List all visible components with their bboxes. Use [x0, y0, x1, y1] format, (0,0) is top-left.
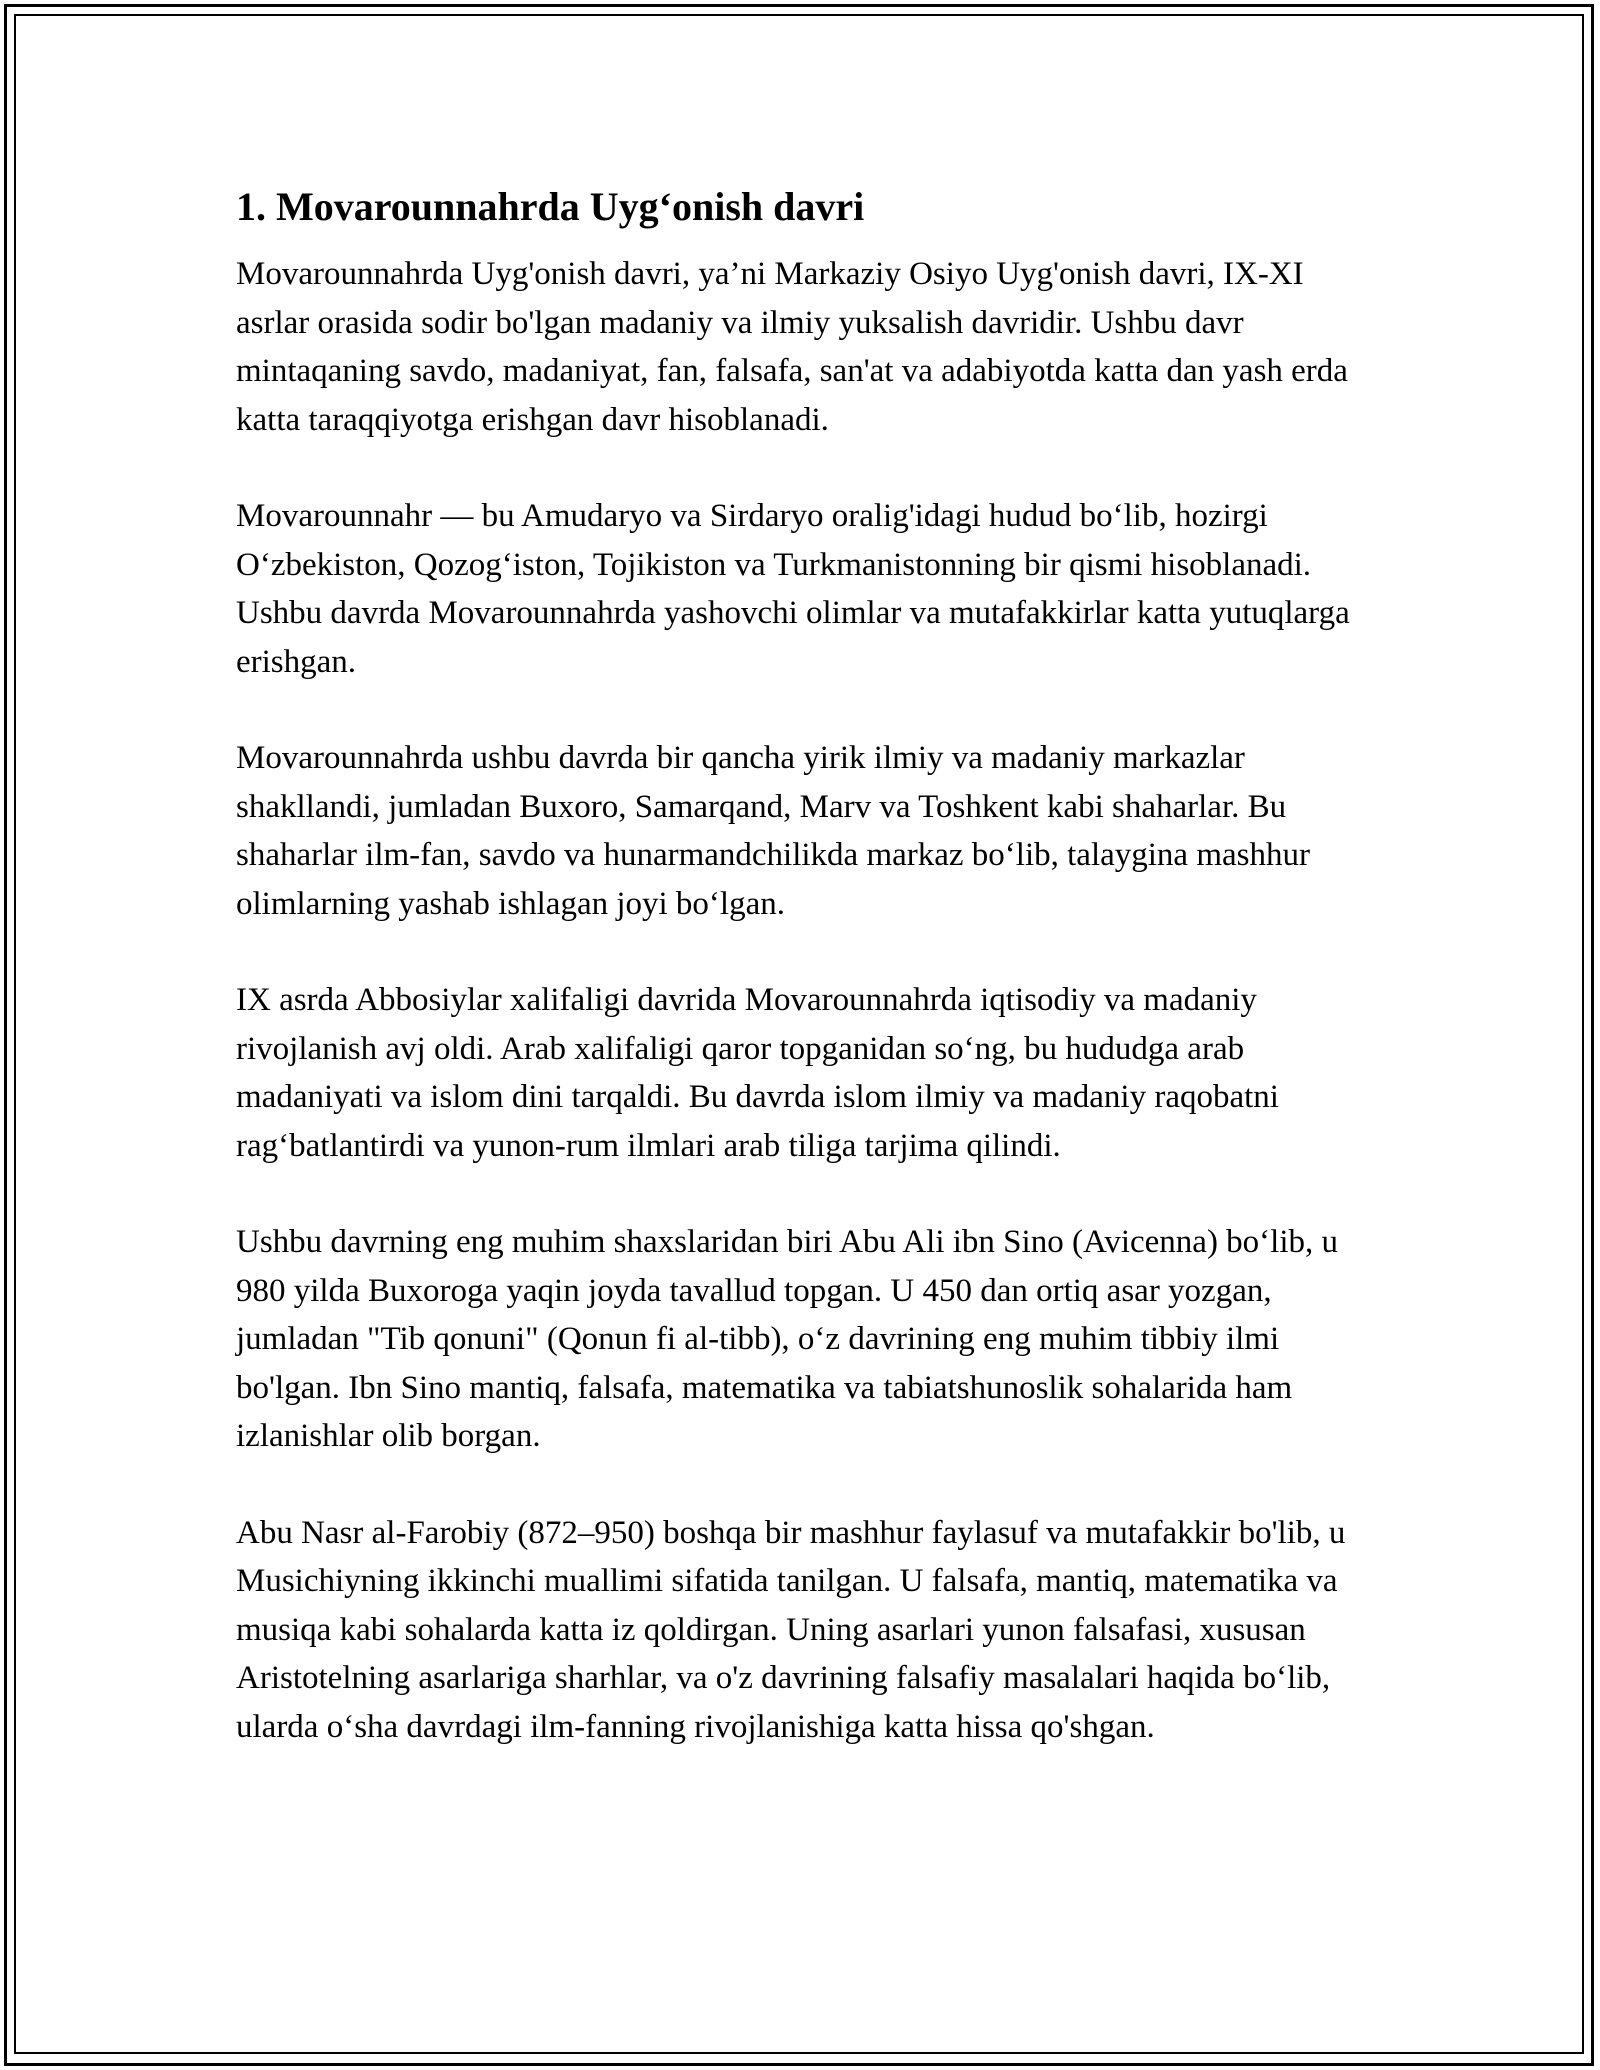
paragraph-5: Ushbu davrning eng muhim shaxslaridan biri Abu Ali ibn Sino (Avicenna) bo‘lib, u 980 yilda Buxoroga yaqin joyda tavallud topgan. U 450 dan ortiq asar yozgan, jumladan "Tib qonuni" (Qonun fi al-tibb), o‘z davrining eng muhim tibbiy ilmi bo'lgan. Ibn Sino mantiq, falsafa, matematika va tabiatshunoslik sohalarida ham izlanishlar olib borgan. [236, 1224, 1339, 1454]
section-heading: 1. Movarounnahrda Uyg‘onish davri [236, 184, 865, 229]
paragraph-6: Abu Nasr al-Farobiy (872–950) boshqa bir mashhur faylasuf va mutafakkir bo'lib, u Musichiyning ikkinchi muallimi sifatida tanilgan. U falsafa, mantiq, matematika va musiqa kabi sohalarda katta iz qoldirgan. Uning asarlari yunon falsafasi, xususan Aristotelning asarlariga sharhlar, va o'z davrining falsafiy masalalari haqida bo‘lib, ularda o‘sha davrdagi ilm-fanning rivojlanishiga katta hissa qo'shgan. [236, 1514, 1346, 1745]
paragraph-4: IX asrda Abbosiylar xalifaligi davrida Movarounnahrda iqtisodiy va madaniy rivojlanish avj oldi. Arab xalifaligi qaror topganidan so‘ng, bu hududga arab madaniyati va islom dini tarqaldi. Bu davrda islom ilmiy va madaniy raqobatni rag‘batlantirdi va yunon-rum ilmlari arab tiliga tarjima qilindi. [236, 982, 1279, 1164]
paragraph-3: Movarounnahrda ushbu davrda bir qancha yirik ilmiy va madaniy markazlar shakllandi, jumladan Buxoro, Samarqand, Marv va Toshkent kabi shaharlar. Bu shaharlar ilm-fan, savdo va hunarmandchilikda markaz bo‘lib, talaygina mashhur olimlarning yashab ishlagan joyi bo‘lgan. [236, 740, 1310, 922]
paragraph-2: Movarounnahr — bu Amudaryo va Sirdaryo oralig'idagi hudud bo‘lib, hozirgi O‘zbekiston, Qozog‘iston, Tojikiston va Turkmanistonning bir qismi hisoblanadi. Ushbu davrda Movarounnahrda yashovchi olimlar va mutafakkirlar katta yutuqlarga erishgan. [236, 498, 1350, 680]
document-body [236, 182, 1366, 1799]
paragraph-1: Movarounnahrda Uyg'onish davri, ya’ni Markaziy Osiyo Uyg'onish davri, IX-XI asrlar orasida sodir bo'lgan madaniy va ilmiy yuksalish davridir. Ushbu davr mintaqaning savdo, madaniyat, fan, falsafa, san'at va adabiyotda katta dan yash erda katta taraqqiyotga erishgan davr hisoblanadi. [236, 256, 1348, 438]
